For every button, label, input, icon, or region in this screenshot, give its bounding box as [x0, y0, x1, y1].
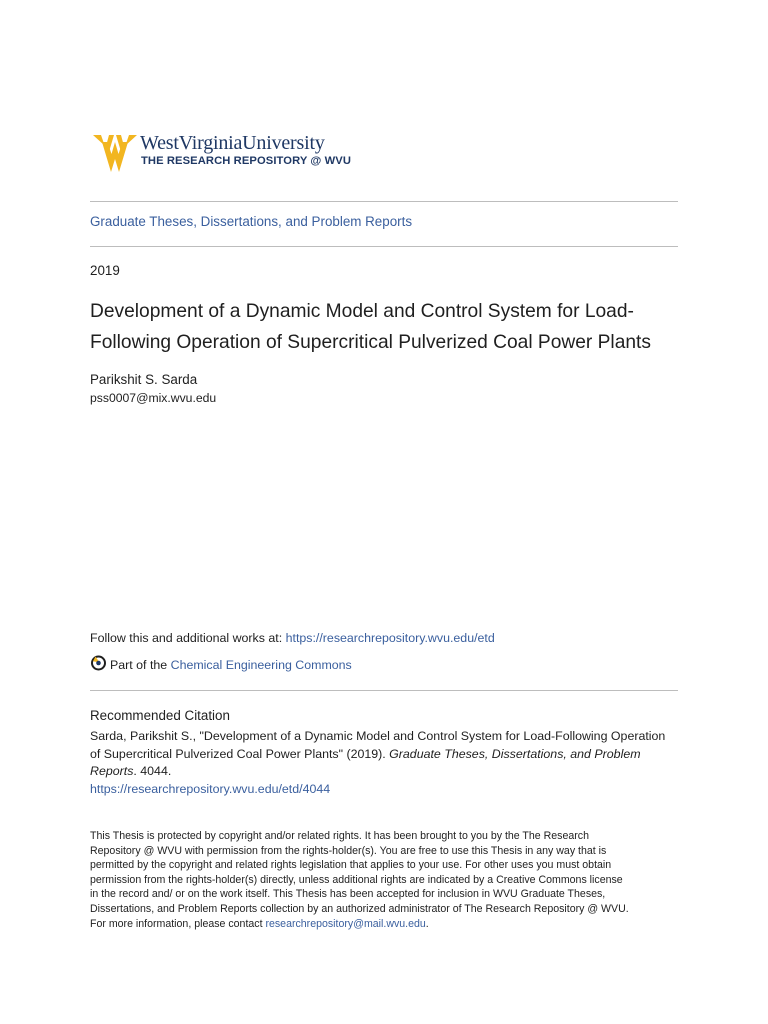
follow-works — [90, 631, 495, 645]
part-of-label: Part of the — [110, 658, 171, 672]
contact-email-link[interactable]: researchrepository@mail.wvu.edu — [265, 917, 426, 930]
rights-statement — [90, 829, 680, 931]
rights-line: Repository @ WVU with permission from the rights-holder(s). You are free to use this Thesis in any way that is — [90, 844, 607, 857]
rights-line: permission from the rights-holder(s) directly, unless additional rights are indicated by a Creative Commons license — [90, 873, 623, 886]
citation-line — [90, 763, 680, 781]
title-line: Development of a Dynamic Model and Control System for Load- — [90, 301, 634, 322]
rights-line: permitted by the copyright and related rights legislation that applies to your use. For other uses you must obtain — [90, 859, 612, 872]
divider — [90, 690, 678, 691]
cover-page — [90, 0, 678, 1024]
university-name: WestVirginiaUniversity — [140, 132, 325, 154]
follow-link[interactable]: https://researchrepository.wvu.edu/etd — [285, 631, 495, 645]
commons-link[interactable]: Chemical Engineering Commons — [170, 658, 352, 672]
title-line: Following Operation of Supercritical Pulverized Coal Power Plants — [90, 332, 651, 353]
citation-line — [90, 746, 680, 764]
rights-line: This Thesis is protected by copyright and/or related rights. It has been brought to you by the The Research — [90, 830, 589, 842]
publication-year: 2019 — [90, 263, 120, 278]
flying-wv-icon — [92, 132, 138, 178]
citation-line: Sarda, Parikshit S., "Development of a Dynamic Model and Control System for Load-Following Operation — [90, 729, 666, 743]
follow-label: Follow this and additional works at: — [90, 631, 286, 645]
citation-link[interactable]: https://researchrepository.wvu.edu/etd/4044 — [90, 781, 331, 796]
citation-body — [90, 728, 680, 798]
collection-link[interactable]: Graduate Theses, Dissertations, and Problem Reports — [90, 214, 413, 229]
wvu-logo[interactable] — [92, 130, 382, 180]
document-title — [90, 296, 690, 358]
part-of-text — [110, 658, 352, 672]
citation-heading: Recommended Citation — [90, 708, 230, 723]
citation-text: of Supercritical Pulverized Coal Power Plants" (2019). — [90, 746, 390, 761]
citation-number: . 4044. — [133, 764, 172, 778]
author-name: Parikshit S. Sarda — [90, 372, 198, 387]
author-email: pss0007@mix.wvu.edu — [90, 391, 217, 405]
rights-line — [90, 917, 680, 932]
creative-commons-icon — [90, 654, 107, 671]
rights-line: in the record and/ or on the work itself. This Thesis has been accepted for inclusion in WVU Graduate Theses, — [90, 888, 606, 901]
rights-period: . — [425, 917, 429, 930]
divider — [90, 246, 678, 247]
divider — [90, 201, 678, 202]
citation-series: Reports — [90, 764, 134, 778]
citation-series: Graduate Theses, Dissertations, and Problem — [389, 746, 641, 761]
contact-label: For more information, please contact — [90, 917, 266, 930]
repository-name: THE RESEARCH REPOSITORY @ WVU — [141, 155, 352, 167]
rights-line: Dissertations, and Problem Reports collection by an authorized administrator of The Research Repository @ WVU. — [90, 902, 629, 915]
